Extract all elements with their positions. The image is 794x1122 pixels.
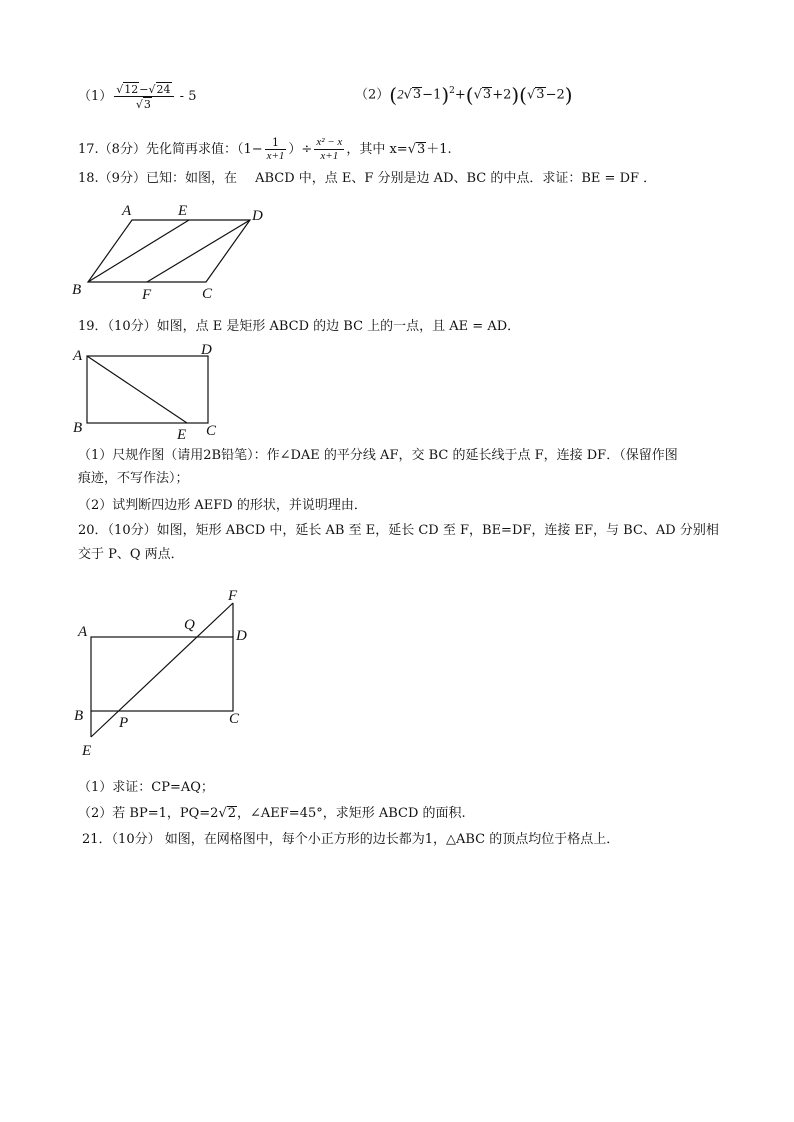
label-e: E (82, 743, 92, 759)
q16-part2-label: （2） (355, 87, 390, 103)
label-f: F (228, 588, 238, 604)
q19-sub2: （2）试判断四边形 AEFD 的形状，并说明理由． (78, 498, 367, 513)
exponent-2: 2 (449, 86, 455, 96)
q20-sub2-b: ，∠AEF=45°，求矩形 ABCD 的面积. (237, 806, 466, 821)
label-c: C (206, 423, 217, 439)
q17-prefix: 17.（8分）先化简再求值：（1− (78, 142, 263, 157)
q18-text-a: 18.（9分）已知：如图，在 (78, 171, 237, 186)
label-a: A (122, 203, 132, 219)
q16-part1 (78, 82, 196, 111)
label-e: E (178, 203, 188, 219)
q19-figure (70, 340, 230, 445)
q20-sub2-sqrt: 2 (227, 806, 237, 821)
q17-f1-num: 1 (265, 136, 287, 150)
q16-part1-label: （1） (78, 89, 113, 104)
label-d: D (236, 628, 247, 644)
q20-sub2: （2）若 BP=1，PQ=2√2，∠AEF=45°，求矩形 ABCD 的面积. (78, 806, 466, 821)
segment-ae (87, 356, 187, 423)
q18-text-b: ABCD 中，点 E、F 分别是边 AD、BC 的中点．求证：BE = DF (255, 171, 640, 186)
sqrt-12: 12 (124, 83, 139, 96)
label-b: B (73, 420, 83, 436)
q17-f2-den: x+1 (320, 150, 339, 162)
q17-mid: ）÷ (288, 142, 313, 157)
segment-be (88, 220, 189, 282)
coef-2: 2 (397, 86, 404, 102)
sqrt-3-c: 3 (536, 87, 545, 103)
label-c: C (229, 711, 240, 727)
sqrt-3-a: 3 (412, 87, 422, 103)
q20-figure (70, 585, 260, 765)
sqrt-24: 24 (156, 83, 171, 96)
label-d: D (252, 208, 263, 224)
q17-sqrt: 3 (416, 142, 426, 157)
q19-question: 19．（10分）如图，点 E 是矩形 ABCD 的边 BC 上的一点，且 AE = AD． (78, 319, 521, 334)
sqrt-3-b: 3 (482, 87, 492, 103)
rectangle-abcd (87, 356, 208, 423)
q20-sub2-a: （2）若 BP=1，PQ=2 (78, 806, 219, 821)
label-b: B (74, 708, 84, 724)
q20-sub1: （1）求证：CP=AQ； (78, 780, 214, 795)
label-a: A (78, 624, 88, 640)
label-q: Q (184, 617, 195, 633)
label-p: P (119, 715, 129, 731)
q17-f1-den: x+1 (266, 150, 285, 162)
segment-ef (91, 603, 233, 737)
q17-fraction-2 (314, 136, 344, 163)
q20-line2: 交于 P、Q 两点． (78, 547, 184, 562)
segment-df (147, 220, 250, 282)
label-c: C (202, 286, 213, 302)
q16-part1-fraction: $\frac{√12-√24}{√3}$ (114, 82, 173, 111)
term-minus-2: −2 (545, 87, 565, 103)
q17-fraction-1 (265, 136, 287, 163)
q21-question: 21．（10分） 如图，在网格图中，每个小正方形的边长都为1，△ABC 的顶点均位于格点上． (82, 832, 620, 847)
q18-text-c: ． (643, 171, 657, 186)
label-f: F (142, 287, 152, 303)
plus-sign: + (454, 87, 466, 103)
label-d: D (201, 342, 212, 358)
q16-part1-tail: - 5 (179, 89, 197, 104)
q19-sub1-line1: （1）尺规作图（请用2B铅笔）：作∠DAE 的平分线 AF，交 BC 的延长线于点 F，连接 DF．（保留作图 (78, 448, 678, 463)
q17-f2-num: x² − x (316, 136, 343, 148)
parallelogram-abcd (88, 220, 250, 282)
term-minus-1: −1 (422, 87, 442, 103)
minus-sign: − (139, 83, 149, 96)
sqrt-3: 3 (143, 98, 151, 111)
label-e: E (177, 427, 187, 443)
q18-figure (70, 198, 280, 308)
q17-question: 17.（8分）先化简再求值：（1− $\frac{1}{x+1}$ ）÷ $\frac{\text{x² − x}}{x+1}$ ，其中 x=√3＋1. (78, 136, 452, 162)
q17-end: ＋1. (426, 142, 452, 157)
q20-line1: 20．（10分）如图，矩形 ABCD 中，延长 AB 至 E，延长 CD 至 F，BE=DF，连接 EF，与 BC、AD 分别相 (78, 523, 719, 538)
q16-part2: $(2)(2√3-1)^2+(√3+2)(√3-2)$ (355, 82, 573, 107)
label-a: A (73, 348, 83, 364)
q18-question (78, 170, 656, 188)
rectangle-abcd (91, 637, 233, 711)
q17-tail: ，其中 x= (346, 142, 408, 157)
label-b: B (72, 282, 82, 298)
q19-sub1-line2: 痕迹，不写作法）； (78, 471, 189, 486)
term-plus-2: +2 (492, 87, 512, 103)
